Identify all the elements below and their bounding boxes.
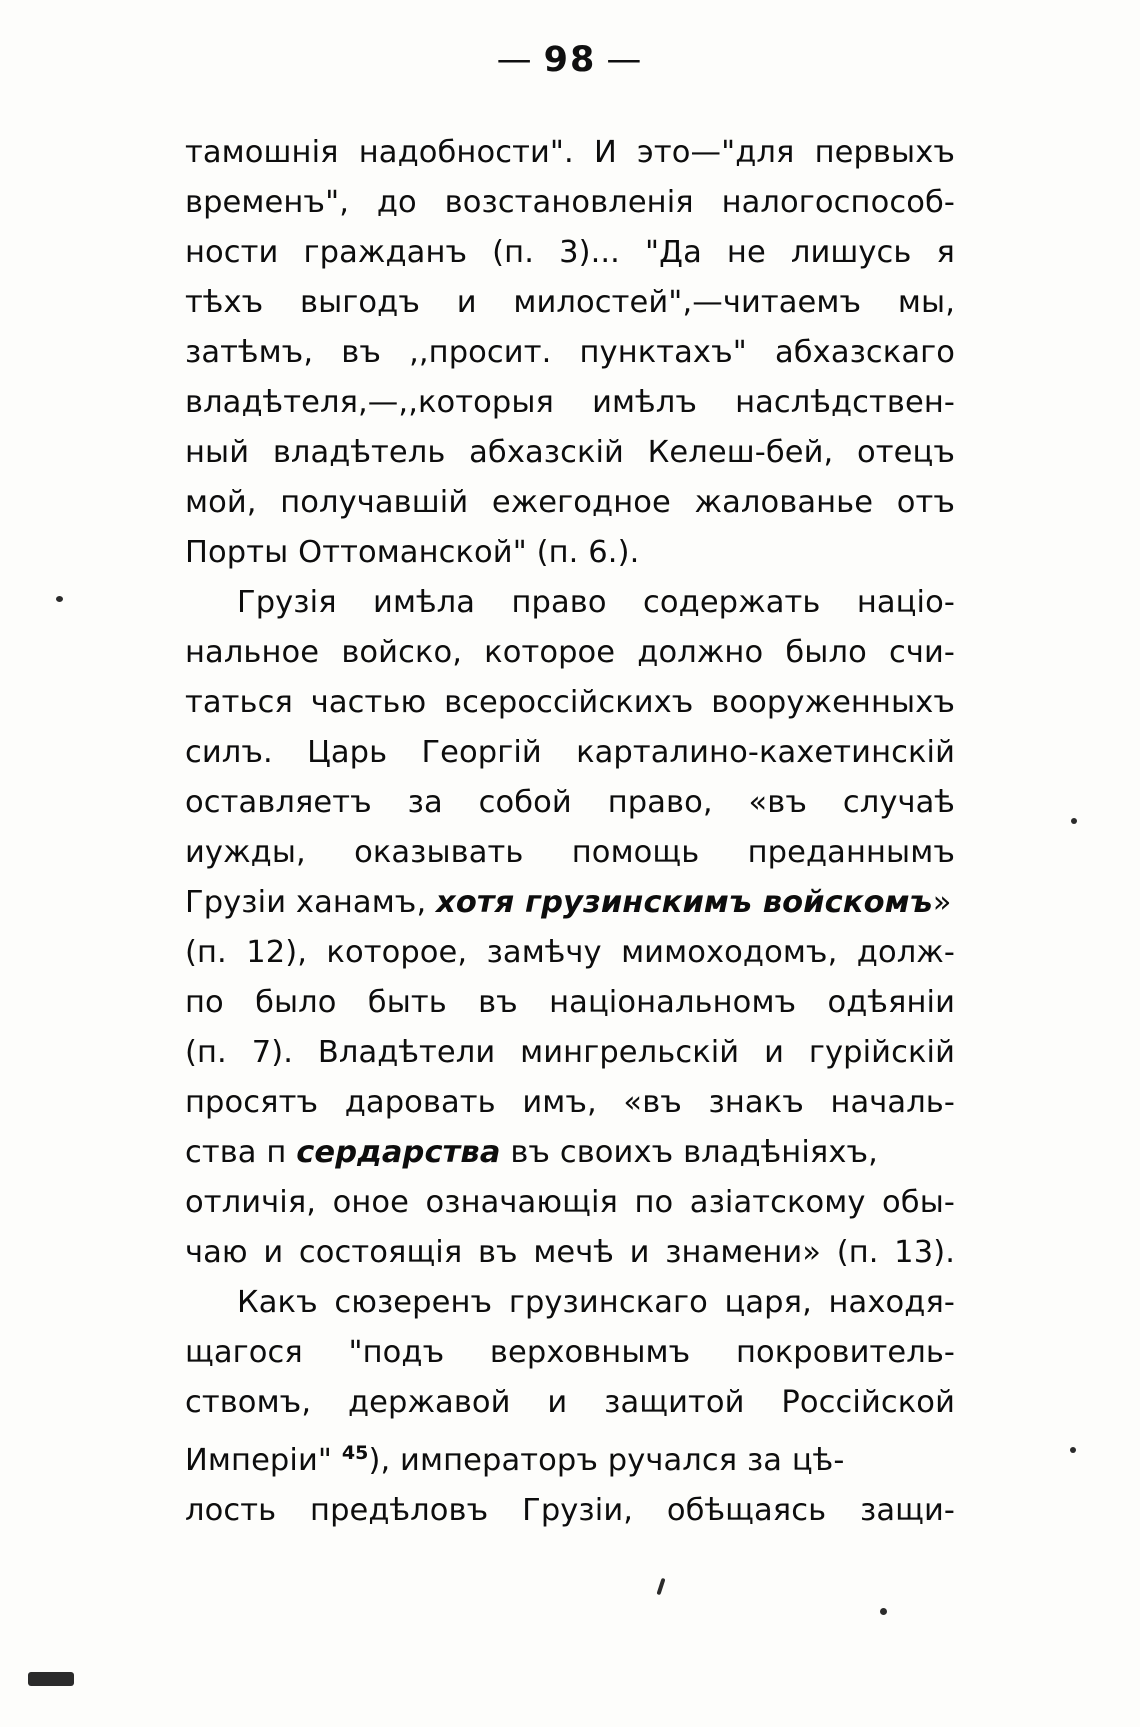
scan-artifact-dot: [56, 596, 63, 602]
text-fragment: Имперіи": [185, 1443, 342, 1479]
paragraph-2: [185, 578, 955, 1278]
text-line: затѣмъ, въ ,,просит. пунктахъ" абхазскаго: [185, 335, 955, 370]
text-fragment: ), императоръ ручался за цѣ-: [368, 1443, 845, 1479]
text-line: Какъ сюзеренъ грузинскаго царя, находя-: [237, 1285, 955, 1320]
scan-artifact-bar: [28, 1672, 74, 1686]
scan-artifact-dot: [1071, 818, 1077, 824]
text-line: ный владѣтель абхазскій Келеш-бей, отецъ: [185, 435, 955, 470]
text-line: мой, получавшій ежегодное жалованье отъ: [185, 485, 955, 520]
text-line: тѣхъ выгодъ и милостей",—читаемъ мы,: [185, 285, 955, 320]
text-line: таться частью всероссійскихъ вооруженныхъ: [185, 685, 955, 720]
text-line: щагося "подъ верховнымъ покровитель-: [185, 1335, 955, 1370]
text-line-italic-phrase: [185, 1128, 955, 1178]
text-line: по было быть въ національномъ одѣяніи: [185, 985, 955, 1020]
text-fragment: »: [932, 885, 952, 920]
text-line: чаю и состоящія въ мечѣ и знамени» (п. 13).: [185, 1235, 955, 1270]
scan-artifact-dot: [880, 1608, 887, 1615]
text-line: оставляетъ за собой право, «въ случаѣ: [185, 785, 955, 820]
scan-artifact-dot: [1070, 1447, 1076, 1453]
page-number-value: 98: [543, 40, 597, 80]
emphasis-text: хотя грузинскимъ войскомъ: [436, 885, 933, 920]
text-line: владѣтеля,—,,которыя имѣлъ наслѣдствен-: [185, 385, 955, 420]
text-line: лость предѣловъ Грузіи, обѣщаясь защи-: [185, 1493, 955, 1529]
text-line: тамошнія надобности". И это—"для первыхъ: [185, 135, 955, 170]
paragraph-3: [185, 1278, 955, 1536]
text-line: Порты Оттоманской" (п. 6.).: [185, 535, 640, 570]
footnote-marker: 45: [341, 1442, 369, 1464]
body-text: [185, 128, 955, 1536]
text-line: силъ. Царь Георгій карталино-кахетинскій: [185, 735, 955, 770]
paragraph-1: [185, 128, 955, 578]
text-line: просятъ даровать имъ, «въ знакъ началь-: [185, 1085, 955, 1120]
text-line: отличія, оное означающія по азіатскому обы-: [185, 1185, 955, 1220]
page-number: [0, 40, 1140, 80]
text-line-footnote: [185, 1428, 955, 1486]
text-line: ности гражданъ (п. 3)... "Да не лишусь я: [185, 235, 955, 270]
text-line: (п. 12), которое, замѣчу мимоходомъ, долж-: [185, 935, 955, 970]
text-fragment: въ своихъ владѣніяхъ,: [500, 1135, 878, 1170]
text-fragment: ства п: [185, 1135, 297, 1170]
emphasis-text: сердарства: [296, 1135, 501, 1170]
text-line: (п. 7). Владѣтели мингрельскій и гурійскій: [185, 1035, 955, 1070]
text-line-italic-phrase: [185, 878, 955, 928]
scan-artifact-tick: [656, 1578, 665, 1595]
text-fragment: Грузіи ханамъ,: [185, 885, 437, 920]
text-line: нальное войско, которое должно было счи-: [185, 635, 955, 670]
page-number-dash-left: —: [496, 40, 534, 80]
text-line: Грузія имѣла право содержать націо-: [237, 585, 955, 620]
text-line: ствомъ, державой и защитой Россійской: [185, 1385, 955, 1420]
text-line: временъ", до возстановленія налогоспособ-: [185, 185, 955, 220]
page-number-dash-right: —: [606, 40, 644, 80]
text-line: иужды, оказывать помощь преданнымъ: [185, 835, 955, 870]
